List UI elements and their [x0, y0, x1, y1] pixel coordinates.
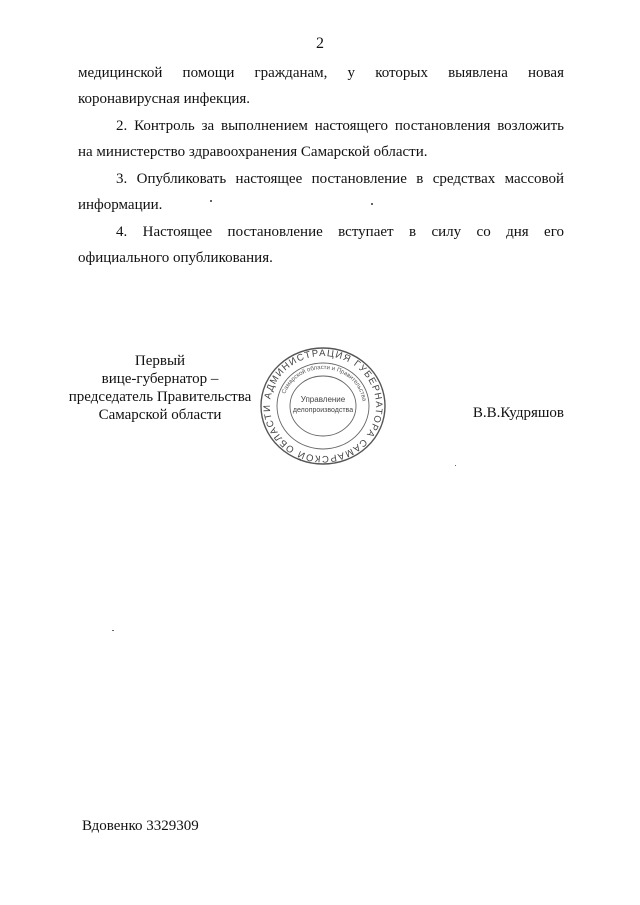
paragraph-2-line-1: 2. Контроль за выполнением настоящего постановления возложить: [116, 118, 564, 134]
seal-inner-line-1: Управление: [300, 395, 346, 404]
paragraph-1-line-1: медицинской помощи гражданам, у которых выявлена новая: [78, 65, 564, 81]
scan-speck: [455, 465, 456, 466]
paragraph-3-line-2: информации.: [78, 197, 163, 213]
signatory-title: [60, 352, 260, 424]
paragraph-4: [78, 219, 564, 271]
page-number: 2: [316, 35, 324, 52]
scan-speck: [112, 630, 114, 631]
seal-outer-text: АДМИНИСТРАЦИЯ ГУБЕРНАТОРА САМАРСКОЙ ОБЛАСТИ: [261, 347, 385, 465]
paragraph-4-line-1: 4. Настоящее постановление вступает в силу со дня его: [116, 224, 564, 240]
signatory-title-line-4: Самарской области: [98, 407, 222, 423]
official-seal-stamp: [258, 346, 388, 466]
paragraph-2: [78, 113, 564, 165]
seal-middle-text: Самарской области и Правительства: [281, 364, 367, 402]
paragraph-2-line-2: на министерство здравоохранения Самарской области.: [78, 144, 428, 160]
paragraph-3: [78, 166, 564, 218]
paragraph-1: [78, 60, 564, 112]
signatory-title-line-3: председатель Правительства: [68, 389, 252, 405]
scan-speck: [371, 203, 373, 205]
scan-speck: [210, 200, 212, 202]
paragraph-3-line-1: 3. Опубликовать настоящее постановление в средствах массовой: [116, 171, 564, 187]
seal-inner-ring: [290, 376, 356, 436]
executor-contact: Вдовенко 3329309: [82, 818, 199, 834]
signatory-name: В.В.Кудряшов: [472, 405, 564, 421]
seal-inner-line-2: делопроизводства: [292, 407, 354, 414]
paragraph-1-line-2: коронавирусная инфекция.: [78, 91, 251, 107]
signatory-title-line-2: вице-губернатор –: [101, 371, 219, 387]
paragraph-4-line-2: официального опубликования.: [78, 250, 273, 266]
signatory-title-line-1: Первый: [134, 353, 186, 369]
